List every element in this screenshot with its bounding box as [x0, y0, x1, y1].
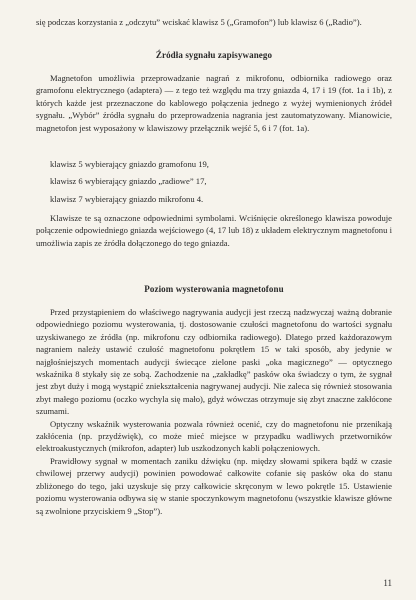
section1-heading: Źródła sygnału zapisywanego: [155, 50, 273, 60]
list-item: klawisz 6 wybierający gniazdo „radiowe” 17,: [50, 176, 207, 187]
section2-paragraph-3: Prawidłowy sygnał w momentach zaniku dźwięku (np. między słowami spikera bądź w czasie chwilowej przerwy audycji) powinien powodować całkowite cofanie się pasków oka do stanu zbliżonego do tego, jaki uzyskuje się przy całkowicie skręconym w lewo pokrętle 15. Ustawienie poziomu wysterowania odbywa się w stanie spoczynkowym magnetofonu (wszystkie klawisze główne są zwolnione przyciskiem 9 „Stop”).: [36, 455, 392, 516]
section2-paragraph-2: Optyczny wskaźnik wysterowania pozwala również ocenić, czy do magnetofonu nie przenikają zakłócenia (np. przydźwięk), co może mieć miejsce w przypadku wadliwych przetworników elektroakustycznych (mikrofon, adapter) lub uszkodzonych kabli połączeniowych.: [36, 418, 392, 454]
section1-body: [36, 72, 392, 134]
intro-text: się podczas korzystania z „odczytu” wciskać klawisz 5 („Gramofon”) lub klawisz 6 („Radio”).: [36, 17, 362, 27]
section2-body: [36, 306, 392, 517]
section1-body-2: [36, 212, 392, 249]
list-item: klawisz 5 wybierający gniazdo gramofonu 19,: [50, 159, 209, 169]
section2-heading: Poziom wysterowania magnetofonu: [144, 284, 284, 294]
section1-paragraph-1: Magnetofon umożliwia przeprowadzanie nagrań z mikrofonu, odbiornika radiowego oraz gramofonu elektrycznego (adaptera) — z tego też względu ma trzy gniazda 4, 17 i 19 (fot. 1a i 1b), z których każde jest przeznaczone do kablowego połączenia jednego z wyżej wymienionych źródeł sygnału. „Wybór” źródła sygnału do przeprowadzenia nagrania jest zautomatyzowany. Mianowicie, magnetofon jest wyposażony w klawiszowy przełącznik wejść 5, 6 i 7 (fot. 1a).: [36, 73, 392, 133]
page-number: 11: [383, 578, 392, 588]
list-item: klawisz 7 wybierający gniazdo mikrofonu 4.: [50, 193, 204, 204]
section2-paragraph-1: Przed przystąpieniem do właściwego nagrywania audycji jest rzeczą nadzwyczaj ważną dobranie odpowiedniego poziomu wysterowania, tj. dostosowanie czułości magnetofonu do wartości sygnału uzyskiwanego ze źródła (np. mikrofonu czy odbiornika radiowego). Dlatego przed każdorazowym nagraniem należy ustawić czułość magnetofonu pokrętłem 15 w taki sposób, aby jedynie w najgłośniejszych momentach audycji świecące zielone paski „oka magicznego” — optycznego wskaźnika 8 stykały się ze sobą. Zachodzenie na „zakładkę” pasków oka świadczy o tym, że sygnał jest zbyt duży i mogą wystąpić zniekształcenia nagrywanej audycji. Nie zaleca się również stosowania zbyt małego poziomu (oczko wychyla się mało), gdyż wówczas otrzymuje się zbyt znaczne zakłócone szumami.: [36, 307, 392, 417]
section1-key-list: [36, 158, 392, 210]
intro-paragraph: [36, 16, 392, 28]
section1-paragraph-2: Klawisze te są oznaczone odpowiednimi symbolami. Wciśnięcie określonego klawisza powoduje połączenie odpowiedniego gniazda wejściowego (4, 17 lub 18) z układem elektrycznym magnetofonu i umożliwia zapis ze źródła dołączonego do tego gniazda.: [36, 213, 392, 248]
